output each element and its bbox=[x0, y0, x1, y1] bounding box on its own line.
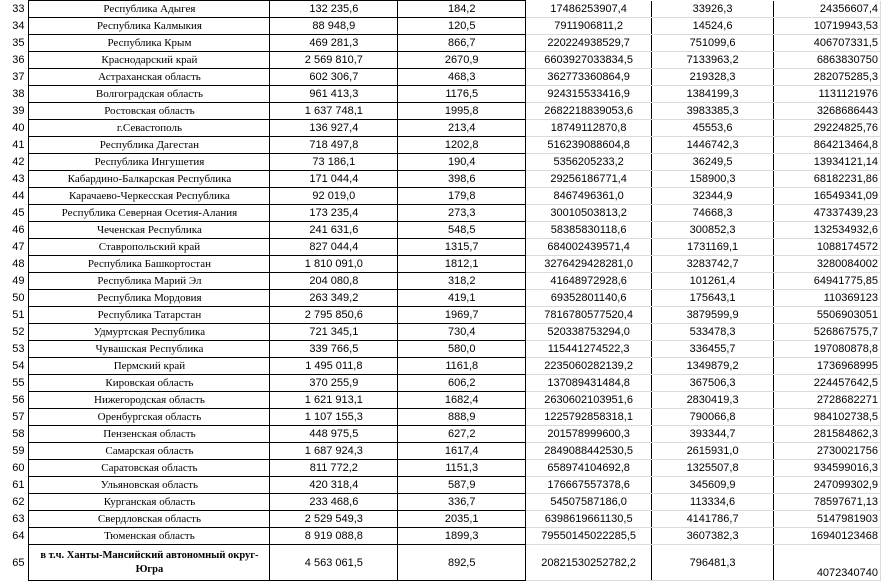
value-cell-1[interactable]: 1 637 748,1 bbox=[270, 103, 398, 120]
value-cell-5[interactable]: 864213464,8 bbox=[774, 137, 881, 154]
value-cell-2[interactable]: 318,2 bbox=[398, 273, 526, 290]
value-cell-4[interactable]: 175643,1 bbox=[652, 290, 774, 307]
value-cell-4[interactable]: 2830419,3 bbox=[652, 392, 774, 409]
region-name-cell[interactable]: Нижегородская область bbox=[29, 392, 270, 409]
value-cell-2[interactable]: 1315,7 bbox=[398, 239, 526, 256]
value-cell-3[interactable]: 17486253907,4 bbox=[526, 1, 652, 18]
table-row[interactable] bbox=[0, 188, 881, 205]
value-cell-2[interactable]: 184,2 bbox=[398, 1, 526, 18]
table-row[interactable] bbox=[0, 120, 881, 137]
region-name-cell[interactable]: Оренбургская область bbox=[29, 409, 270, 426]
region-name-cell[interactable]: Курганская область bbox=[29, 494, 270, 511]
row-number[interactable]: 40 bbox=[12, 122, 25, 134]
value-cell-4[interactable]: 1325507,8 bbox=[652, 460, 774, 477]
value-cell-1[interactable]: 204 080,8 bbox=[270, 273, 398, 290]
value-cell-5[interactable]: 13934121,14 bbox=[774, 154, 881, 171]
table-row[interactable] bbox=[0, 477, 881, 494]
value-cell-3[interactable]: 115441274522,3 bbox=[526, 341, 652, 358]
value-cell-4[interactable]: 33926,3 bbox=[652, 1, 774, 18]
value-cell-3[interactable]: 1225792858318,1 bbox=[526, 409, 652, 426]
value-cell-1[interactable]: 602 306,7 bbox=[270, 69, 398, 86]
value-cell-5[interactable]: 934599016,3 bbox=[774, 460, 881, 477]
value-cell-2[interactable]: 730,4 bbox=[398, 324, 526, 341]
value-cell-5[interactable]: 29224825,76 bbox=[774, 120, 881, 137]
table-row[interactable] bbox=[0, 52, 881, 69]
value-cell-1[interactable]: 1 621 913,1 bbox=[270, 392, 398, 409]
value-cell-5[interactable]: 984102738,5 bbox=[774, 409, 881, 426]
table-row[interactable] bbox=[0, 18, 881, 35]
table-row[interactable] bbox=[0, 290, 881, 307]
table-row[interactable] bbox=[0, 273, 881, 290]
region-name-cell[interactable]: Карачаево-Черкесская Республика bbox=[29, 188, 270, 205]
value-cell-2[interactable]: 190,4 bbox=[398, 154, 526, 171]
region-name-cell[interactable]: Удмуртская Республика bbox=[29, 324, 270, 341]
value-cell-5[interactable]: 64941775,85 bbox=[774, 273, 881, 290]
value-cell-2[interactable]: 866,7 bbox=[398, 35, 526, 52]
value-cell-2[interactable]: 580,0 bbox=[398, 341, 526, 358]
value-cell-1[interactable]: 370 255,9 bbox=[270, 375, 398, 392]
value-cell-5[interactable]: 197080878,8 bbox=[774, 341, 881, 358]
value-cell-2[interactable]: 888,9 bbox=[398, 409, 526, 426]
value-cell-2[interactable]: 2035,1 bbox=[398, 511, 526, 528]
value-cell-5[interactable]: 526867575,7 bbox=[774, 324, 881, 341]
table-row[interactable] bbox=[0, 375, 881, 392]
table-row[interactable] bbox=[0, 154, 881, 171]
value-cell-5[interactable]: 281584862,3 bbox=[774, 426, 881, 443]
value-cell-3[interactable]: 2235060282139,2 bbox=[526, 358, 652, 375]
row-number[interactable]: 45 bbox=[12, 207, 25, 219]
value-cell-4[interactable]: 1384199,3 bbox=[652, 86, 774, 103]
value-cell-5[interactable]: 3280084002 bbox=[774, 256, 881, 273]
value-cell-5[interactable]: 224457642,5 bbox=[774, 375, 881, 392]
row-number[interactable]: 53 bbox=[12, 343, 25, 355]
value-cell-1[interactable]: 2 529 549,3 bbox=[270, 511, 398, 528]
value-cell-2[interactable]: 1969,7 bbox=[398, 307, 526, 324]
value-cell-4[interactable]: 1446742,3 bbox=[652, 137, 774, 154]
region-name-cell[interactable]: Пензенская область bbox=[29, 426, 270, 443]
value-cell-4[interactable]: 3983385,3 bbox=[652, 103, 774, 120]
value-cell-2[interactable]: 587,9 bbox=[398, 477, 526, 494]
value-cell-3[interactable]: 684002439571,4 bbox=[526, 239, 652, 256]
row-number[interactable]: 57 bbox=[12, 411, 25, 423]
value-cell-2[interactable]: 468,3 bbox=[398, 69, 526, 86]
region-name-cell[interactable]: в т.ч. Ханты-Мансийский автономный округ-Югра bbox=[29, 545, 270, 581]
region-name-cell[interactable]: Республика Мордовия bbox=[29, 290, 270, 307]
region-name-cell[interactable]: Тюменская область bbox=[29, 528, 270, 545]
value-cell-4[interactable]: 36249,5 bbox=[652, 154, 774, 171]
row-number[interactable]: 41 bbox=[12, 139, 25, 151]
region-name-cell[interactable]: Республика Крым bbox=[29, 35, 270, 52]
table-row[interactable] bbox=[0, 86, 881, 103]
value-cell-3[interactable]: 6603927033834,5 bbox=[526, 52, 652, 69]
value-cell-5[interactable]: 247099302,9 bbox=[774, 477, 881, 494]
value-cell-3[interactable]: 8467496361,0 bbox=[526, 188, 652, 205]
region-name-cell[interactable]: Волгоградская область bbox=[29, 86, 270, 103]
value-cell-3[interactable]: 2849088442530,5 bbox=[526, 443, 652, 460]
row-number[interactable]: 64 bbox=[12, 530, 25, 542]
value-cell-1[interactable]: 961 413,3 bbox=[270, 86, 398, 103]
value-cell-2[interactable]: 1899,3 bbox=[398, 528, 526, 545]
region-name-cell[interactable]: Свердловская область bbox=[29, 511, 270, 528]
value-cell-5[interactable]: 1131121976 bbox=[774, 86, 881, 103]
value-cell-4[interactable]: 219328,3 bbox=[652, 69, 774, 86]
row-number[interactable]: 52 bbox=[12, 326, 25, 338]
row-number[interactable]: 46 bbox=[12, 224, 25, 236]
value-cell-4[interactable]: 1349879,2 bbox=[652, 358, 774, 375]
value-cell-3[interactable]: 520338753294,0 bbox=[526, 324, 652, 341]
value-cell-5[interactable]: 2728682271 bbox=[774, 392, 881, 409]
table-row[interactable] bbox=[0, 545, 881, 581]
value-cell-1[interactable]: 1 107 155,3 bbox=[270, 409, 398, 426]
value-cell-2[interactable]: 606,2 bbox=[398, 375, 526, 392]
row-number[interactable]: 50 bbox=[12, 292, 25, 304]
value-cell-3[interactable]: 20821530252782,2 bbox=[526, 545, 652, 581]
value-cell-5[interactable]: 132534932,6 bbox=[774, 222, 881, 239]
row-number[interactable]: 58 bbox=[12, 428, 25, 440]
row-number[interactable]: 37 bbox=[12, 71, 25, 83]
table-row[interactable] bbox=[0, 392, 881, 409]
value-cell-3[interactable]: 58385830118,6 bbox=[526, 222, 652, 239]
value-cell-3[interactable]: 7911906811,2 bbox=[526, 18, 652, 35]
value-cell-5[interactable]: 16549341,09 bbox=[774, 188, 881, 205]
row-number[interactable]: 44 bbox=[12, 190, 25, 202]
table-row[interactable] bbox=[0, 256, 881, 273]
region-name-cell[interactable]: Ставропольский край bbox=[29, 239, 270, 256]
value-cell-1[interactable]: 420 318,4 bbox=[270, 477, 398, 494]
value-cell-1[interactable]: 2 795 850,6 bbox=[270, 307, 398, 324]
value-cell-4[interactable]: 158900,3 bbox=[652, 171, 774, 188]
value-cell-4[interactable]: 2615931,0 bbox=[652, 443, 774, 460]
table-row[interactable] bbox=[0, 1, 881, 18]
value-cell-1[interactable]: 88 948,9 bbox=[270, 18, 398, 35]
value-cell-1[interactable]: 173 235,4 bbox=[270, 205, 398, 222]
table-row[interactable] bbox=[0, 171, 881, 188]
table-row[interactable] bbox=[0, 324, 881, 341]
row-number[interactable]: 38 bbox=[12, 88, 25, 100]
value-cell-1[interactable]: 1 495 011,8 bbox=[270, 358, 398, 375]
table-row[interactable] bbox=[0, 528, 881, 545]
region-name-cell[interactable]: г.Севастополь bbox=[29, 120, 270, 137]
value-cell-1[interactable]: 811 772,2 bbox=[270, 460, 398, 477]
table-body bbox=[0, 1, 881, 581]
value-cell-4[interactable]: 7133963,2 bbox=[652, 52, 774, 69]
value-cell-4[interactable]: 393344,7 bbox=[652, 426, 774, 443]
value-cell-5[interactable]: 78597671,13 bbox=[774, 494, 881, 511]
value-cell-1[interactable]: 263 349,2 bbox=[270, 290, 398, 307]
region-name-cell[interactable]: Кабардино-Балкарская Республика bbox=[29, 171, 270, 188]
table-row[interactable] bbox=[0, 205, 881, 222]
region-name-cell[interactable]: Республика Марий Эл bbox=[29, 273, 270, 290]
value-cell-4[interactable]: 300852,3 bbox=[652, 222, 774, 239]
region-name-cell[interactable]: Республика Ингушетия bbox=[29, 154, 270, 171]
value-cell-2[interactable]: 120,5 bbox=[398, 18, 526, 35]
table-row[interactable] bbox=[0, 69, 881, 86]
value-cell-1[interactable]: 233 468,6 bbox=[270, 494, 398, 511]
value-cell-5[interactable]: 3268686443 bbox=[774, 103, 881, 120]
table-row[interactable] bbox=[0, 460, 881, 477]
value-cell-4[interactable]: 3879599,9 bbox=[652, 307, 774, 324]
value-cell-5[interactable]: 406707331,5 bbox=[774, 35, 881, 52]
value-cell-4[interactable]: 1731169,1 bbox=[652, 239, 774, 256]
value-cell-1[interactable]: 1 687 924,3 bbox=[270, 443, 398, 460]
value-cell-2[interactable]: 1151,3 bbox=[398, 460, 526, 477]
value-cell-1[interactable]: 171 044,4 bbox=[270, 171, 398, 188]
table-row[interactable] bbox=[0, 358, 881, 375]
region-name-cell[interactable]: Республика Калмыкия bbox=[29, 18, 270, 35]
value-cell-4[interactable]: 113334,6 bbox=[652, 494, 774, 511]
table-row[interactable] bbox=[0, 426, 881, 443]
value-cell-2[interactable]: 1161,8 bbox=[398, 358, 526, 375]
table-row[interactable] bbox=[0, 222, 881, 239]
region-name-cell[interactable]: Краснодарский край bbox=[29, 52, 270, 69]
value-cell-1[interactable]: 2 569 810,7 bbox=[270, 52, 398, 69]
value-cell-3[interactable]: 658974104692,8 bbox=[526, 460, 652, 477]
value-cell-2[interactable]: 419,1 bbox=[398, 290, 526, 307]
value-cell-3[interactable]: 137089431484,8 bbox=[526, 375, 652, 392]
value-cell-1[interactable]: 721 345,1 bbox=[270, 324, 398, 341]
value-cell-2[interactable]: 398,6 bbox=[398, 171, 526, 188]
region-name-cell[interactable]: Ростовская область bbox=[29, 103, 270, 120]
value-cell-3[interactable]: 201578999600,3 bbox=[526, 426, 652, 443]
table-row[interactable] bbox=[0, 103, 881, 120]
value-cell-5[interactable]: 110369123 bbox=[774, 290, 881, 307]
row-number[interactable]: 33 bbox=[12, 3, 25, 15]
table-row[interactable] bbox=[0, 35, 881, 52]
value-cell-4[interactable]: 796481,3 bbox=[652, 545, 774, 581]
value-cell-2[interactable]: 892,5 bbox=[398, 545, 526, 581]
value-cell-1[interactable]: 241 631,6 bbox=[270, 222, 398, 239]
row-number[interactable]: 56 bbox=[12, 394, 25, 406]
value-cell-2[interactable]: 179,8 bbox=[398, 188, 526, 205]
region-name-cell[interactable]: Республика Дагестан bbox=[29, 137, 270, 154]
value-cell-3[interactable]: 5356205233,2 bbox=[526, 154, 652, 171]
value-cell-3[interactable]: 29256186771,4 bbox=[526, 171, 652, 188]
row-number[interactable]: 43 bbox=[12, 173, 25, 185]
value-cell-1[interactable]: 132 235,6 bbox=[270, 1, 398, 18]
value-cell-4[interactable]: 790066,8 bbox=[652, 409, 774, 426]
row-number[interactable]: 55 bbox=[12, 377, 25, 389]
region-name-cell[interactable]: Самарская область bbox=[29, 443, 270, 460]
value-cell-5[interactable]: 10719943,53 bbox=[774, 18, 881, 35]
value-cell-3[interactable]: 41648972928,6 bbox=[526, 273, 652, 290]
row-number[interactable]: 62 bbox=[12, 496, 25, 508]
row-number[interactable]: 54 bbox=[12, 360, 25, 372]
value-cell-4[interactable]: 533478,3 bbox=[652, 324, 774, 341]
region-name-cell[interactable]: Республика Татарстан bbox=[29, 307, 270, 324]
value-cell-2[interactable]: 548,5 bbox=[398, 222, 526, 239]
value-cell-2[interactable]: 2670,9 bbox=[398, 52, 526, 69]
value-cell-4[interactable]: 4141786,7 bbox=[652, 511, 774, 528]
value-cell-5[interactable]: 2730021756 bbox=[774, 443, 881, 460]
region-name-cell[interactable]: Республика Башкортостан bbox=[29, 256, 270, 273]
value-cell-5[interactable]: 4072340740 bbox=[774, 545, 881, 581]
value-cell-2[interactable]: 273,3 bbox=[398, 205, 526, 222]
value-cell-3[interactable]: 18749112870,8 bbox=[526, 120, 652, 137]
value-cell-2[interactable]: 1812,1 bbox=[398, 256, 526, 273]
table-row[interactable] bbox=[0, 409, 881, 426]
value-cell-3[interactable]: 3276429428281,0 bbox=[526, 256, 652, 273]
row-number[interactable]: 60 bbox=[12, 462, 25, 474]
value-cell-1[interactable]: 8 919 088,8 bbox=[270, 528, 398, 545]
row-number[interactable]: 48 bbox=[12, 258, 25, 270]
row-number[interactable]: 51 bbox=[12, 309, 25, 321]
value-cell-3[interactable]: 30010503813,2 bbox=[526, 205, 652, 222]
table-row[interactable] bbox=[0, 511, 881, 528]
table-row[interactable] bbox=[0, 137, 881, 154]
row-number[interactable]: 49 bbox=[12, 275, 25, 287]
value-cell-3[interactable]: 924315533416,9 bbox=[526, 86, 652, 103]
region-name-cell[interactable]: Пермский край bbox=[29, 358, 270, 375]
value-cell-5[interactable]: 1088174572 bbox=[774, 239, 881, 256]
value-cell-5[interactable]: 24356607,4 bbox=[774, 1, 881, 18]
value-cell-5[interactable]: 5506903051 bbox=[774, 307, 881, 324]
row-number[interactable]: 59 bbox=[12, 445, 25, 457]
value-cell-5[interactable]: 47337439,23 bbox=[774, 205, 881, 222]
value-cell-1[interactable]: 469 281,3 bbox=[270, 35, 398, 52]
value-cell-3[interactable]: 220224938529,7 bbox=[526, 35, 652, 52]
value-cell-5[interactable]: 68182231,86 bbox=[774, 171, 881, 188]
table-row[interactable] bbox=[0, 239, 881, 256]
value-cell-1[interactable]: 1 810 091,0 bbox=[270, 256, 398, 273]
region-name-cell[interactable]: Чувашская Республика bbox=[29, 341, 270, 358]
value-cell-4[interactable]: 3283742,7 bbox=[652, 256, 774, 273]
region-name-cell[interactable]: Астраханская область bbox=[29, 69, 270, 86]
value-cell-1[interactable]: 136 927,4 bbox=[270, 120, 398, 137]
value-cell-4[interactable]: 74668,3 bbox=[652, 205, 774, 222]
value-cell-5[interactable]: 5147981903 bbox=[774, 511, 881, 528]
region-name-cell[interactable]: Саратовская область bbox=[29, 460, 270, 477]
table-row[interactable] bbox=[0, 307, 881, 324]
value-cell-1[interactable]: 339 766,5 bbox=[270, 341, 398, 358]
row-number[interactable]: 34 bbox=[12, 20, 25, 32]
value-cell-3[interactable]: 69352801140,6 bbox=[526, 290, 652, 307]
value-cell-4[interactable]: 336455,7 bbox=[652, 341, 774, 358]
value-cell-4[interactable]: 345609,9 bbox=[652, 477, 774, 494]
value-cell-4[interactable]: 32344,9 bbox=[652, 188, 774, 205]
region-name-cell[interactable]: Республика Северная Осетия-Алания bbox=[29, 205, 270, 222]
row-number[interactable]: 35 bbox=[12, 37, 25, 49]
value-cell-4[interactable]: 101261,4 bbox=[652, 273, 774, 290]
value-cell-2[interactable]: 213,4 bbox=[398, 120, 526, 137]
table-row[interactable] bbox=[0, 341, 881, 358]
value-cell-2[interactable]: 1176,5 bbox=[398, 86, 526, 103]
region-name-cell[interactable]: Чеченская Республика bbox=[29, 222, 270, 239]
row-number[interactable]: 39 bbox=[12, 105, 25, 117]
row-number[interactable]: 61 bbox=[12, 479, 25, 491]
region-name-cell[interactable]: Ульяновская область bbox=[29, 477, 270, 494]
value-cell-1[interactable]: 718 497,8 bbox=[270, 137, 398, 154]
value-cell-3[interactable]: 7816780577520,4 bbox=[526, 307, 652, 324]
value-cell-3[interactable]: 54507587186,0 bbox=[526, 494, 652, 511]
value-cell-2[interactable]: 336,7 bbox=[398, 494, 526, 511]
value-cell-1[interactable]: 92 019,0 bbox=[270, 188, 398, 205]
row-number[interactable]: 47 bbox=[12, 241, 25, 253]
value-cell-5[interactable]: 1736968995 bbox=[774, 358, 881, 375]
value-cell-3[interactable]: 79550145022285,5 bbox=[526, 528, 652, 545]
row-number[interactable]: 36 bbox=[12, 54, 25, 66]
value-cell-1[interactable]: 448 975,5 bbox=[270, 426, 398, 443]
value-cell-4[interactable]: 45553,6 bbox=[652, 120, 774, 137]
value-cell-3[interactable]: 2682218839053,6 bbox=[526, 103, 652, 120]
value-cell-4[interactable]: 367506,3 bbox=[652, 375, 774, 392]
value-cell-2[interactable]: 627,2 bbox=[398, 426, 526, 443]
value-cell-2[interactable]: 1995,8 bbox=[398, 103, 526, 120]
value-cell-2[interactable]: 1682,4 bbox=[398, 392, 526, 409]
value-cell-3[interactable]: 362773360864,9 bbox=[526, 69, 652, 86]
value-cell-4[interactable]: 14524,6 bbox=[652, 18, 774, 35]
value-cell-2[interactable]: 1202,8 bbox=[398, 137, 526, 154]
value-cell-5[interactable]: 16940123468 bbox=[774, 528, 881, 545]
row-number[interactable]: 63 bbox=[12, 513, 25, 525]
value-cell-3[interactable]: 176667557378,6 bbox=[526, 477, 652, 494]
row-number[interactable]: 42 bbox=[12, 156, 25, 168]
region-name-cell[interactable]: Республика Адыгея bbox=[29, 1, 270, 18]
value-cell-1[interactable]: 827 044,4 bbox=[270, 239, 398, 256]
value-cell-4[interactable]: 3607382,3 bbox=[652, 528, 774, 545]
value-cell-3[interactable]: 516239088604,8 bbox=[526, 137, 652, 154]
value-cell-3[interactable]: 6398619661130,5 bbox=[526, 511, 652, 528]
table-row[interactable] bbox=[0, 494, 881, 511]
table-row[interactable] bbox=[0, 443, 881, 460]
value-cell-2[interactable]: 1617,4 bbox=[398, 443, 526, 460]
value-cell-5[interactable]: 282075285,3 bbox=[774, 69, 881, 86]
value-cell-1[interactable]: 73 186,1 bbox=[270, 154, 398, 171]
region-name-cell[interactable]: Кировская область bbox=[29, 375, 270, 392]
value-cell-3[interactable]: 2630602103951,6 bbox=[526, 392, 652, 409]
value-cell-1[interactable]: 4 563 061,5 bbox=[270, 545, 398, 581]
value-cell-5[interactable]: 6863830750 bbox=[774, 52, 881, 69]
value-cell-4[interactable]: 751099,6 bbox=[652, 35, 774, 52]
row-number[interactable]: 65 bbox=[12, 556, 25, 569]
